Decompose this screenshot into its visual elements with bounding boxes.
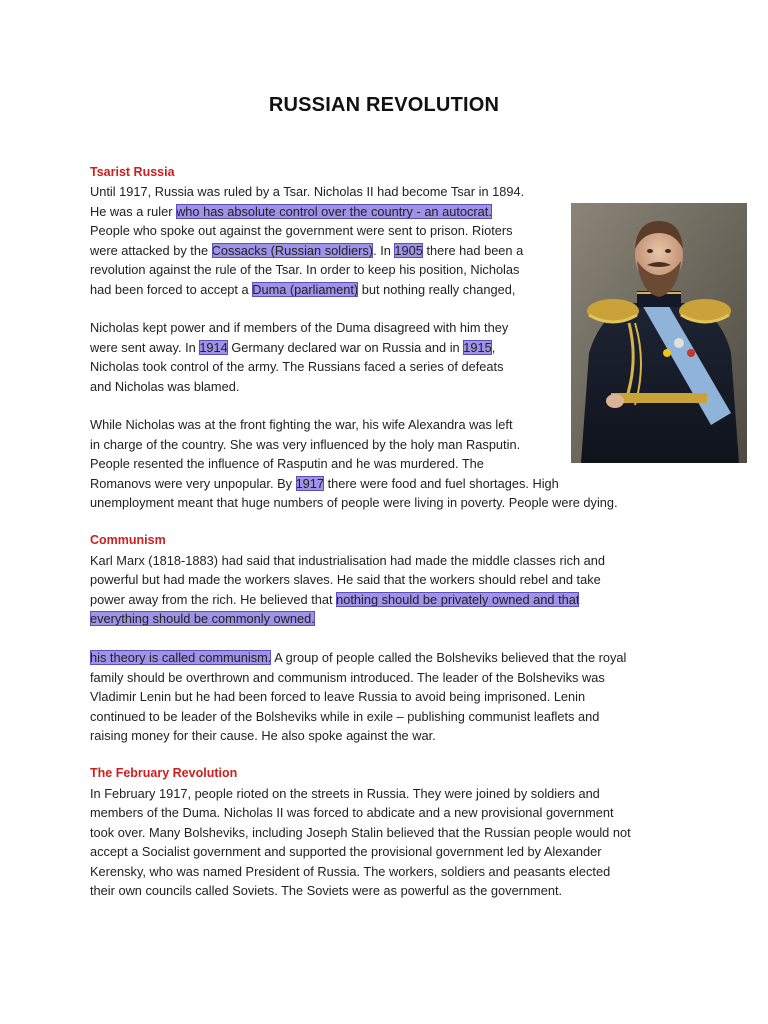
text-line bbox=[90, 803, 614, 823]
text-line bbox=[90, 182, 524, 202]
text-segment: family should be overthrown and communism introduced. The leader of the Bolsheviks was bbox=[90, 669, 605, 685]
highlighted-text: Cossacks (Russian soldiers) bbox=[211, 242, 374, 258]
text-segment: Karl Marx (1818-1883) had said that industrialisation had made the middle classes rich and bbox=[90, 552, 605, 568]
text-segment: Kerensky, who was named President of Russia. The workers, soldiers and peasants elected bbox=[90, 863, 611, 879]
text-segment: People resented the influence of Rasputin and he was murdered. The bbox=[90, 456, 484, 471]
text-line bbox=[90, 726, 436, 746]
text-line bbox=[90, 570, 601, 590]
text-segment: Nicholas took control of the army. The Russians faced a series of defeats bbox=[90, 359, 504, 374]
text-segment: accept a Socialist government and supported the provisional government led by Alexander bbox=[90, 844, 602, 859]
text-segment: in charge of the country. She was very influenced by the holy man Rasputin. bbox=[90, 436, 521, 452]
text-segment: power away from the rich. He believed that bbox=[90, 591, 337, 607]
text-segment: While Nicholas was at the front fighting the war, his wife Alexandra was left bbox=[90, 417, 513, 432]
text-line bbox=[90, 590, 579, 610]
highlighted-text: 1915 bbox=[463, 339, 492, 355]
text-segment: were sent away. In bbox=[90, 339, 200, 355]
text-segment: People who spoke out against the government were sent to prison. Rioters bbox=[90, 223, 513, 238]
text-segment: Romanovs were very unpopular. By bbox=[90, 475, 296, 491]
text-line bbox=[90, 862, 610, 882]
text-line bbox=[90, 202, 492, 222]
text-line bbox=[90, 687, 585, 707]
text-line bbox=[90, 338, 495, 358]
text-line bbox=[90, 415, 513, 435]
text-segment: , bbox=[491, 339, 496, 355]
text-line bbox=[90, 318, 508, 338]
text-line bbox=[90, 435, 520, 455]
text-line bbox=[90, 377, 239, 397]
text-segment: He was a ruler bbox=[90, 203, 177, 219]
highlighted-text: nothing should be privately owned and that bbox=[336, 591, 580, 607]
text-line bbox=[90, 823, 631, 843]
text-segment: revolution against the rule of the Tsar. In order to keep his position, Nicholas bbox=[90, 262, 520, 277]
text-line bbox=[90, 784, 600, 804]
highlighted-text: Duma (parliament) bbox=[252, 281, 359, 297]
text-line bbox=[90, 668, 605, 688]
text-line bbox=[90, 842, 601, 862]
heading-february-revolution: The February Revolution bbox=[90, 766, 238, 780]
text-segment: . In bbox=[373, 242, 395, 258]
text-segment: took over. Many Bolsheviks, including Joseph Stalin believed that the Russian people would not bbox=[90, 824, 631, 840]
text-line bbox=[90, 221, 513, 241]
text-segment: there were food and fuel shortages. High bbox=[324, 475, 559, 491]
text-segment: had been forced to accept a bbox=[90, 281, 253, 297]
text-line bbox=[90, 357, 504, 377]
text-segment: but nothing really changed, bbox=[358, 281, 516, 297]
text-line bbox=[90, 707, 599, 727]
highlighted-text: who has absolute control over the country - an autocrat. bbox=[176, 203, 492, 219]
text-segment: Germany declared war on Russia and in bbox=[227, 339, 464, 355]
text-line bbox=[90, 609, 315, 629]
highlighted-text: everything should be commonly owned. bbox=[90, 611, 315, 626]
highlighted-text: his theory is called communism. bbox=[90, 650, 272, 665]
text-line bbox=[90, 474, 559, 494]
text-line bbox=[90, 551, 605, 571]
text-segment: raising money for their cause. He also spoke against the war. bbox=[90, 728, 436, 743]
highlighted-text: 1917 bbox=[295, 475, 325, 491]
text-line bbox=[90, 881, 562, 901]
text-line bbox=[90, 493, 618, 513]
text-line bbox=[90, 280, 515, 300]
text-segment: continued to be leader of the Bolsheviks while in exile – publishing communist leaflets and bbox=[90, 708, 600, 724]
text-segment: Nicholas kept power and if members of the Duma disagreed with him they bbox=[90, 320, 509, 335]
text-segment: powerful but had made the workers slaves. He said that the workers should rebel and take bbox=[90, 572, 601, 587]
highlighted-text: 1914 bbox=[199, 339, 228, 355]
text-segment: their own councils called Soviets. The Soviets were as powerful as the government. bbox=[90, 883, 563, 898]
text-segment: A group of people called the Bolsheviks believed that the royal bbox=[271, 650, 627, 665]
text-line bbox=[90, 241, 523, 261]
page-title: RUSSIAN REVOLUTION bbox=[268, 94, 500, 116]
text-line bbox=[90, 648, 626, 668]
text-segment: In February 1917, people rioted on the streets in Russia. They were joined by soldiers and bbox=[90, 785, 600, 801]
text-segment: Until 1917, Russia was ruled by a Tsar. Nicholas II had become Tsar in 1894. bbox=[90, 184, 525, 199]
text-segment: were attacked by the bbox=[90, 242, 212, 258]
text-line bbox=[90, 454, 484, 474]
text-segment: and Nicholas was blamed. bbox=[90, 378, 240, 394]
text-segment: unemployment meant that huge numbers of people were living in poverty. People were dying. bbox=[90, 495, 618, 510]
text-segment: there had been a bbox=[422, 242, 524, 258]
text-segment: Vladimir Lenin but he had been forced to leave Russia to avoid being imprisoned. Lenin bbox=[90, 689, 586, 704]
highlighted-text: 1905 bbox=[394, 242, 423, 258]
heading-tsarist-russia: Tsarist Russia bbox=[90, 165, 175, 179]
portrait-nicholas-ii-icon bbox=[571, 203, 747, 463]
text-segment: members of the Duma. Nicholas II was forced to abdicate and a new provisional government bbox=[90, 805, 614, 820]
text-line bbox=[90, 260, 519, 280]
heading-communism: Communism bbox=[90, 533, 166, 547]
